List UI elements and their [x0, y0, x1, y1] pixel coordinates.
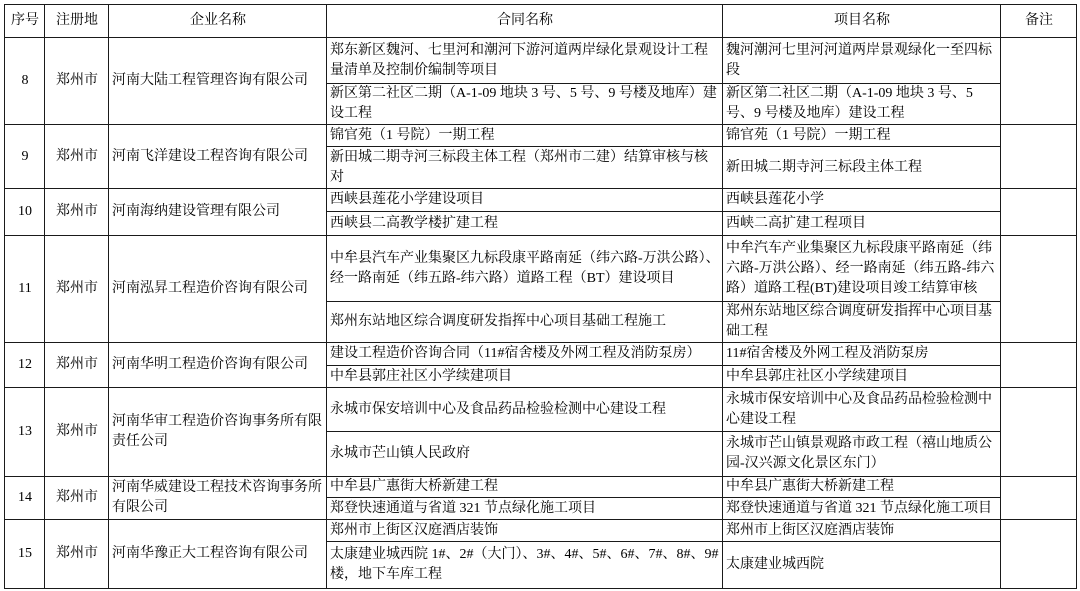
contract-cell	[327, 147, 723, 189]
remark-cell	[1001, 38, 1077, 125]
project-name: 永城市保安培训中心及食品药品检验检测中心建设工程	[726, 391, 992, 427]
registration-city: 郑州市	[45, 236, 109, 343]
project-cell	[723, 147, 1001, 189]
contract-name: 郑东新区魏河、七里河和潮河下游河道两岸绿化景观设计工程量清单及控制价编制等项目	[330, 42, 708, 78]
company-name: 河南华威建设工程技术咨询事务所有限公司	[109, 477, 327, 520]
remark-cell	[1001, 388, 1077, 477]
contract-cell	[327, 498, 723, 520]
entry-index: 11	[5, 236, 45, 343]
contract-cell	[327, 84, 723, 125]
project-name: 郑州东站地区综合调度研发指挥中心项目基础工程	[726, 304, 992, 339]
project-cell	[723, 388, 1001, 432]
contract-name: 新田城二期寺河三标段主体工程（郑州市二建）结算审核与核对	[330, 149, 708, 185]
project-cell	[723, 520, 1001, 542]
registration-city: 郑州市	[45, 388, 109, 477]
contract-name: 建设工程造价咨询合同（11#宿舍楼及外网工程及消防泵房）	[330, 346, 701, 361]
contract-cell	[327, 189, 723, 212]
project-cell	[723, 477, 1001, 498]
project-name: 太康建业城西院	[726, 557, 824, 572]
registration-city: 郑州市	[45, 125, 109, 189]
contract-name: 西峡县二高教学楼扩建工程	[330, 215, 498, 231]
entry-index: 15	[5, 520, 45, 589]
contract-name: 永城市芒山镇人民政府	[330, 446, 470, 461]
table-row	[5, 236, 1077, 302]
contract-name: 郑州东站地区综合调度研发指挥中心项目基础工程施工	[330, 314, 666, 329]
company-name: 河南大陆工程管理咨询有限公司	[109, 38, 327, 125]
entry-index: 13	[5, 388, 45, 477]
company-name: 河南华豫正大工程咨询有限公司	[109, 520, 327, 589]
company-name: 河南泓昇工程造价咨询有限公司	[109, 236, 327, 343]
project-cell	[723, 498, 1001, 520]
registration-city: 郑州市	[45, 520, 109, 589]
contract-name: 西峡县莲花小学建设项目	[330, 192, 484, 207]
contract-cell	[327, 236, 723, 302]
project-name: 魏河潮河七里河河道两岸景观绿化一至四标段	[726, 42, 992, 78]
contract-name: 中牟县广惠街大桥新建工程	[330, 479, 498, 494]
contract-name: 太康建业城西院 1#、2#（大门）、3#、4#、5#、6#、7#、8#、9#楼，地下车库工程	[330, 547, 719, 582]
entry-index: 8	[5, 38, 45, 125]
contract-cell	[327, 343, 723, 366]
project-name: 新区第二社区二期（A-1-09 地块 3 号、5 号、9 号楼及地库）建设工程	[726, 86, 973, 121]
remark-cell	[1001, 236, 1077, 343]
contract-cell	[327, 432, 723, 477]
table-row	[5, 189, 1077, 212]
table-row	[5, 125, 1077, 147]
registration-city: 郑州市	[45, 38, 109, 125]
contract-cell	[327, 125, 723, 147]
project-name: 锦官苑（1 号院）一期工程	[726, 127, 891, 143]
company-name: 河南华审工程造价咨询事务所有限责任公司	[109, 388, 327, 477]
contract-cell	[327, 38, 723, 84]
table-row	[5, 477, 1077, 498]
project-name: 中牟县郭庄社区小学续建项目	[726, 368, 908, 384]
table-row	[5, 343, 1077, 366]
company-name: 河南海纳建设管理有限公司	[109, 189, 327, 236]
project-cell	[723, 125, 1001, 147]
project-name: 永城市芒山镇景观路市政工程（禧山地质公园-汉兴源文化景区东门）	[726, 436, 992, 471]
header-remark: 备注	[1001, 5, 1077, 38]
registration-city: 郑州市	[45, 189, 109, 236]
remark-cell	[1001, 125, 1077, 189]
project-name: 中牟县广惠街大桥新建工程	[726, 479, 894, 494]
project-name: 郑州市上街区汉庭酒店装饰	[726, 522, 894, 538]
project-cell	[723, 432, 1001, 477]
contract-cell	[327, 302, 723, 343]
contract-cell	[327, 366, 723, 388]
project-cell	[723, 343, 1001, 366]
project-cell	[723, 366, 1001, 388]
registration-city: 郑州市	[45, 477, 109, 520]
table-row	[5, 38, 1077, 84]
project-name: 中牟汽车产业集聚区九标段康平路南延（纬六路-万洪公路）、经一路南延（纬五路-纬六路）道路工程(BT)建设项目竣工结算审核	[726, 240, 995, 296]
contract-cell	[327, 477, 723, 498]
table-row	[5, 388, 1077, 432]
entry-index: 12	[5, 343, 45, 388]
contract-name: 郑州市上街区汉庭酒店装饰	[330, 522, 498, 538]
contract-name: 中牟县汽车产业集聚区九标段康平路南延（纬六路-万洪公路）、经一路南延（纬五路-纬六路）道路工程（BT）建设项目	[330, 250, 720, 286]
company-name: 河南飞洋建设工程咨询有限公司	[109, 125, 327, 189]
project-name: 新田城二期寺河三标段主体工程	[726, 159, 922, 175]
registration-city: 郑州市	[45, 343, 109, 388]
table-header-row	[5, 5, 1077, 38]
table-row	[5, 520, 1077, 542]
header-contract: 合同名称	[327, 5, 723, 38]
project-cell	[723, 38, 1001, 84]
header-company: 企业名称	[109, 5, 327, 38]
contract-cell	[327, 542, 723, 589]
contract-name: 新区第二社区二期（A-1-09 地块 3 号、5 号、9 号楼及地库）建设工程	[330, 86, 717, 121]
remark-cell	[1001, 520, 1077, 589]
project-cell	[723, 302, 1001, 343]
project-name: 11#宿舍楼及外网工程及消防泵房	[726, 346, 929, 361]
project-cell	[723, 84, 1001, 125]
project-cell	[723, 542, 1001, 589]
project-name: 西峡二高扩建工程项目	[726, 215, 866, 231]
remark-cell	[1001, 477, 1077, 520]
entry-index: 14	[5, 477, 45, 520]
header-region: 注册地	[45, 5, 109, 38]
contract-table	[4, 4, 1077, 589]
entry-index: 10	[5, 189, 45, 236]
project-cell	[723, 212, 1001, 236]
header-index: 序号	[5, 5, 45, 38]
project-name: 西峡县莲花小学	[726, 192, 824, 207]
contract-name: 锦官苑（1 号院）一期工程	[330, 127, 495, 143]
company-name: 河南华明工程造价咨询有限公司	[109, 343, 327, 388]
contract-name: 中牟县郭庄社区小学续建项目	[330, 368, 512, 384]
contract-cell	[327, 388, 723, 432]
project-name: 郑登快速通道与省道 321 节点绿化施工项目	[726, 500, 992, 516]
project-cell	[723, 189, 1001, 212]
contract-name: 郑登快速通道与省道 321 节点绿化施工项目	[330, 500, 596, 516]
contract-name: 永城市保安培训中心及食品药品检验检测中心建设工程	[330, 401, 666, 417]
entry-index: 9	[5, 125, 45, 189]
remark-cell	[1001, 343, 1077, 388]
header-project: 项目名称	[723, 5, 1001, 38]
contract-cell	[327, 212, 723, 236]
contract-cell	[327, 520, 723, 542]
project-cell	[723, 236, 1001, 302]
remark-cell	[1001, 189, 1077, 236]
